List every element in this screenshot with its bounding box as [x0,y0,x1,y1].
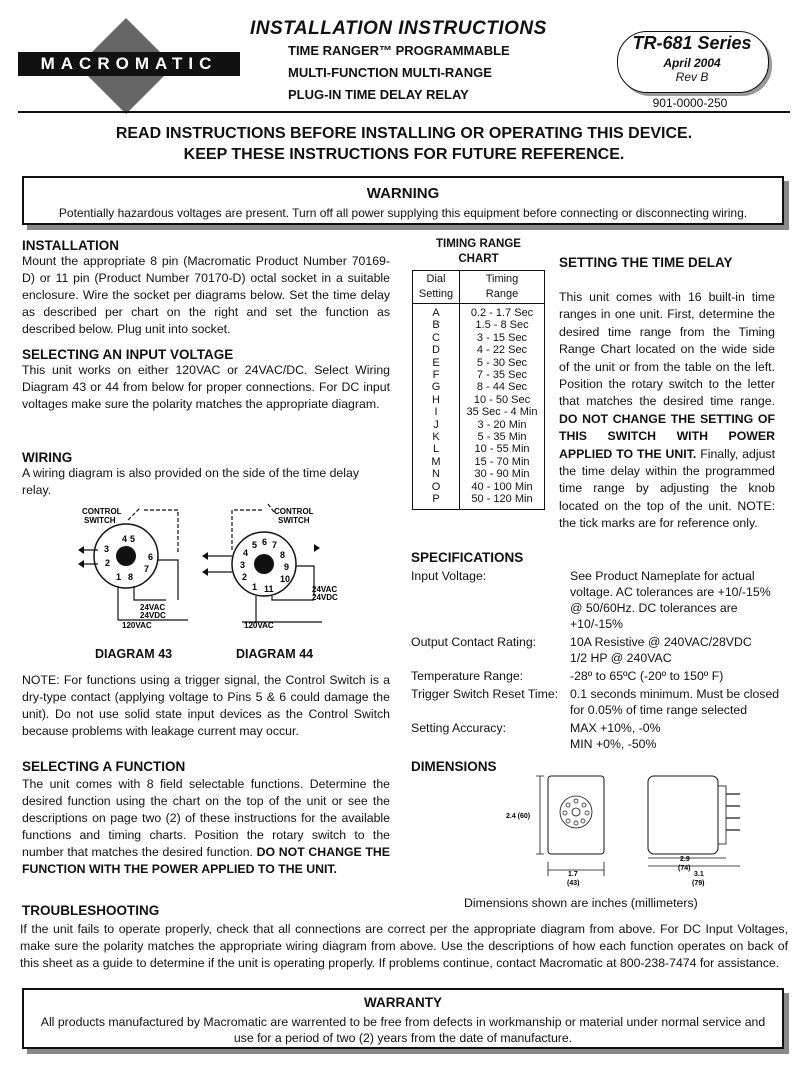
timing-range: 15 - 70 Min [460,456,545,468]
timing-range: 1.5 - 8 Sec [460,319,545,331]
timing-row [413,381,545,393]
installation-text: Mount the appropriate 8 pin (Macromatic Product Number 70169-D) or 11 pin (Product Number 70170-D) octal socket in a suitable enclosure. Wire the socket per diagrams below. Set the time delay as described per chart on the right and set the function as described below. Plug unit into socket. [22,254,390,336]
col-dial-header-2: Setting [418,288,454,300]
spec-label: Temperature Range: [411,669,524,683]
dial-setting: M [413,456,460,468]
svg-text:7: 7 [144,564,150,574]
spec-row [411,686,786,718]
subtitle-1: TIME RANGER™ PROGRAMMABLE [288,43,510,58]
input-voltage-title: SELECTING AN INPUT VOLTAGE [22,347,234,362]
timing-row [413,304,545,320]
dim-width-3: 3.1 [694,871,704,878]
svg-text:1: 1 [116,572,122,582]
read-notice-line1: READ INSTRUCTIONS BEFORE INSTALLING OR OPERATING THIS DEVICE. [115,125,693,142]
svg-text:6: 6 [262,537,268,547]
spec-value: MAX +10%, -0% [570,721,661,735]
spec-label: Trigger Switch Reset Time: [411,687,559,701]
timing-row [413,431,545,443]
svg-text:11: 11 [264,584,274,594]
time-delay-text [559,289,775,533]
read-notice [18,123,790,165]
spec-row [411,650,786,666]
spec-value: 1/2 HP @ 240VAC [570,651,672,665]
svg-text:8: 8 [128,572,134,582]
troubleshooting-text: If the unit fails to operate properly, check that all connections are correct per the appropriate diagram from above. For DC Input Voltages, make sure the polarity matches the appropriate wiring diagram from above. Use the descriptions of how each function operates on back of this sheet as a guide to determine if the unit is operating properly. If problems continue, contact Macromatic at 800-238-7474 for assistance. [20,922,788,970]
svg-text:8: 8 [280,550,286,560]
dimensions-note: Dimensions shown are inches (millimeters) [464,896,698,910]
timing-range: 7 - 35 Sec [460,369,545,381]
svg-text:4: 4 [122,534,128,544]
timing-range: 30 - 90 Min [460,468,545,480]
input-voltage-text: This unit works on either 120VAC or 24VAC/DC. Select Wiring Diagram 43 or 44 from below for proper connections. For DC input voltages make sure the polarity matches the appropriate diagram. [22,363,390,411]
timing-range-chart [412,237,545,510]
diagram44-24vdc: 24VDC [312,593,338,602]
timing-row [413,468,545,480]
timing-row [413,332,545,344]
timing-chart-title-2: CHART [458,253,499,265]
timing-row [413,493,545,509]
spec-value: -28º to 65ºC (-20º to 150º F) [570,669,724,683]
timing-row [413,443,545,455]
dial-setting: H [413,394,460,406]
diagram44-label: DIAGRAM 44 [236,647,314,661]
svg-text:6: 6 [148,552,154,562]
dial-setting: N [413,468,460,480]
time-delay-bold: DO NOT CHANGE THE SETTING OF THIS SWITCH WITH POWER APPLIED TO THE UNIT. [559,411,775,461]
timing-range: 8 - 44 Sec [460,381,545,393]
timing-row [413,456,545,468]
series-date: April 2004 [663,56,721,70]
spec-value: See Product Nameplate for actual voltage. AC tolerances are +10/-15% @ 50/60Hz. DC tolerances are +10/-15% [570,569,771,631]
subtitle-3: PLUG-IN TIME DELAY RELAY [288,87,469,102]
timing-row [413,394,545,406]
warranty-text: All products manufactured by Macromatic are warrented to be free from defects in workmanship or material under normal service and use for a period of two (2) years from the date of manufacture. [40,1015,766,1045]
series-badge [607,25,777,93]
timing-range: 4 - 22 Sec [460,344,545,356]
svg-text:1: 1 [252,582,258,592]
svg-text:2: 2 [105,558,111,568]
timing-row [413,481,545,493]
timing-row [413,357,545,369]
svg-text:9: 9 [284,562,290,572]
dial-setting: E [413,357,460,369]
diagram43-120vac: 120VAC [122,621,152,630]
spec-row [411,720,786,736]
spec-value: 0.1 seconds minimum. Must be closed for 0.05% of time range selected [570,687,780,717]
spec-value: MIN +0%, -50% [570,737,657,751]
diagram44-control-label: CONTROL [274,507,314,516]
header-title-block [250,18,610,106]
diagram44-switch-label: SWITCH [278,516,310,525]
svg-text:5: 5 [130,534,136,544]
subtitle-2: MULTI-FUNCTION MULTI-RANGE [288,65,492,80]
read-notice-line2: KEEP THESE INSTRUCTIONS FOR FUTURE REFERENCE. [183,146,625,163]
dial-setting: G [413,381,460,393]
svg-text:5: 5 [252,540,258,550]
wiring-note: NOTE: For functions using a trigger signal, the Control Switch is a dry-type contact (applying voltage to Pins 5 & 6 could damage the unit). Do not use solid state input devices as the Control Switch because problems with leakage current may occur. [22,673,390,738]
timing-range: 3 - 15 Sec [460,332,545,344]
dial-setting: I [413,406,460,418]
timing-range: 5 - 35 Min [460,431,545,443]
svg-text:4: 4 [243,548,249,558]
function-bold: DO NOT CHANGE THE FUNCTION WITH THE POWER APPLIED TO THE UNIT. [22,845,390,876]
spec-row [411,736,786,752]
warranty-box [22,988,784,1049]
dial-setting: A [413,304,460,320]
dim-width-1-mm: (43) [567,880,580,887]
col-dial-header-1: Dial [426,273,446,285]
main-title: INSTALLATION INSTRUCTIONS [250,18,547,39]
installation-section [22,238,390,338]
dial-setting: K [413,431,460,443]
specifications-title: SPECIFICATIONS [411,550,524,565]
spec-row [411,668,786,684]
specifications-section [411,550,786,752]
svg-text:10: 10 [280,574,291,584]
diagram44-120vac: 120VAC [244,621,274,630]
dial-setting: B [413,319,460,331]
warning-title: WARNING [366,185,440,202]
timing-range: 50 - 120 Min [460,493,545,509]
function-section [22,759,390,878]
warning-box [22,176,784,225]
logo: MACROMATIC [18,52,240,76]
dim-width-3-mm: (79) [692,880,705,887]
wiring-diagram-44 [202,500,352,632]
input-voltage-section [22,347,390,413]
dimensions-drawing [500,770,760,890]
spec-value: 10A Resistive @ 240VAC/28VDC [570,635,752,649]
spec-label: Input Voltage: [411,569,487,583]
spec-row [411,568,786,632]
spec-label: Output Contact Rating: [411,635,537,649]
diagram43-24vac: 24VAC [140,603,166,612]
timing-row [413,344,545,356]
dial-setting: D [413,344,460,356]
svg-text:7: 7 [272,540,278,550]
timing-range: 10 - 50 Sec [460,394,545,406]
header-divider [18,111,790,113]
timing-row [413,419,545,431]
timing-range: 0.2 - 1.7 Sec [460,304,545,320]
diagram43-switch-label: SWITCH [84,516,116,525]
svg-text:3: 3 [104,544,110,554]
wiring-note-section [22,672,390,740]
timing-range: 35 Sec - 4 Min [460,406,545,418]
series-rev: Rev B [675,70,709,84]
timing-row [413,406,545,418]
time-delay-text-1: This unit comes with 16 built-in time ranges in one unit. First, determine the desired time range from the Timing Range Chart located on the wide side of the unit or from the table on the left. Position the rotary switch to the letter that matches the desired time range. [559,290,775,409]
troubleshooting-section [20,921,788,972]
function-text [22,776,390,878]
col-range-header-2: Range [485,288,519,300]
dimensions-section [411,759,497,774]
dim-width-2: 2.9 [680,856,690,863]
svg-text:2: 2 [242,572,248,582]
dial-setting: P [413,493,460,509]
dim-width-2-mm: (74) [678,865,691,872]
timing-range: 40 - 100 Min [460,481,545,493]
dial-setting: J [413,419,460,431]
timing-row [413,319,545,331]
doc-number: 901-0000-250 [652,96,728,110]
svg-text:3: 3 [240,560,246,570]
timing-range: 3 - 20 Min [460,419,545,431]
warning-text: Potentially hazardous voltages are present. Turn off all power supplying this equipment before connecting or disconnecting wiring. [58,206,748,220]
col-range-header-1: Timing [485,273,519,285]
series-title: TR-681 Series [632,33,752,53]
time-delay-section [559,255,775,533]
wiring-title: WIRING [22,450,73,465]
troubleshooting-title: TROUBLESHOOTING [22,903,160,918]
timing-range: 5 - 30 Sec [460,357,545,369]
time-delay-title: SETTING THE TIME DELAY [559,255,733,270]
wiring-text: A wiring diagram is also provided on the side of the time delay relay. [22,466,359,497]
wiring-section [22,450,390,499]
timing-range-table [412,270,545,510]
dial-setting: O [413,481,460,493]
dial-setting: F [413,369,460,381]
spec-label: Setting Accuracy: [411,721,507,735]
warranty-title: WARRANTY [364,995,442,1010]
timing-row [413,369,545,381]
diagram43-control-label: CONTROL [82,507,122,516]
timing-range: 10 - 55 Min [460,443,545,455]
installation-title: INSTALLATION [22,238,119,253]
diagram43-24vdc: 24VDC [140,611,166,620]
diagram43-label: DIAGRAM 43 [95,647,173,661]
diagram44-24vac: 24VAC [312,585,338,594]
dim-height: 2.4 (60) [506,813,531,820]
function-text-1: The unit comes with 8 field selectable functions. Determine the desired function using the chart on the top of the unit or see the descriptions on page two (2) of these instructions for the available functions and timing charts. Position the rotary switch to the number that matches the desired function. [22,777,390,859]
spec-row [411,634,786,650]
wiring-diagram-43 [78,500,198,632]
function-title: SELECTING A FUNCTION [22,759,186,774]
dim-width-1: 1.7 [568,871,578,878]
dial-setting: C [413,332,460,344]
timing-chart-title-1: TIMING RANGE [436,238,521,250]
time-delay-text-2: Finally, adjust the time delay within the programmed time range by adjusting the knob located on the top of the unit. NOTE: the tick marks are for reference only. [559,446,775,531]
dimensions-title: DIMENSIONS [411,759,497,774]
dial-setting: L [413,443,460,455]
